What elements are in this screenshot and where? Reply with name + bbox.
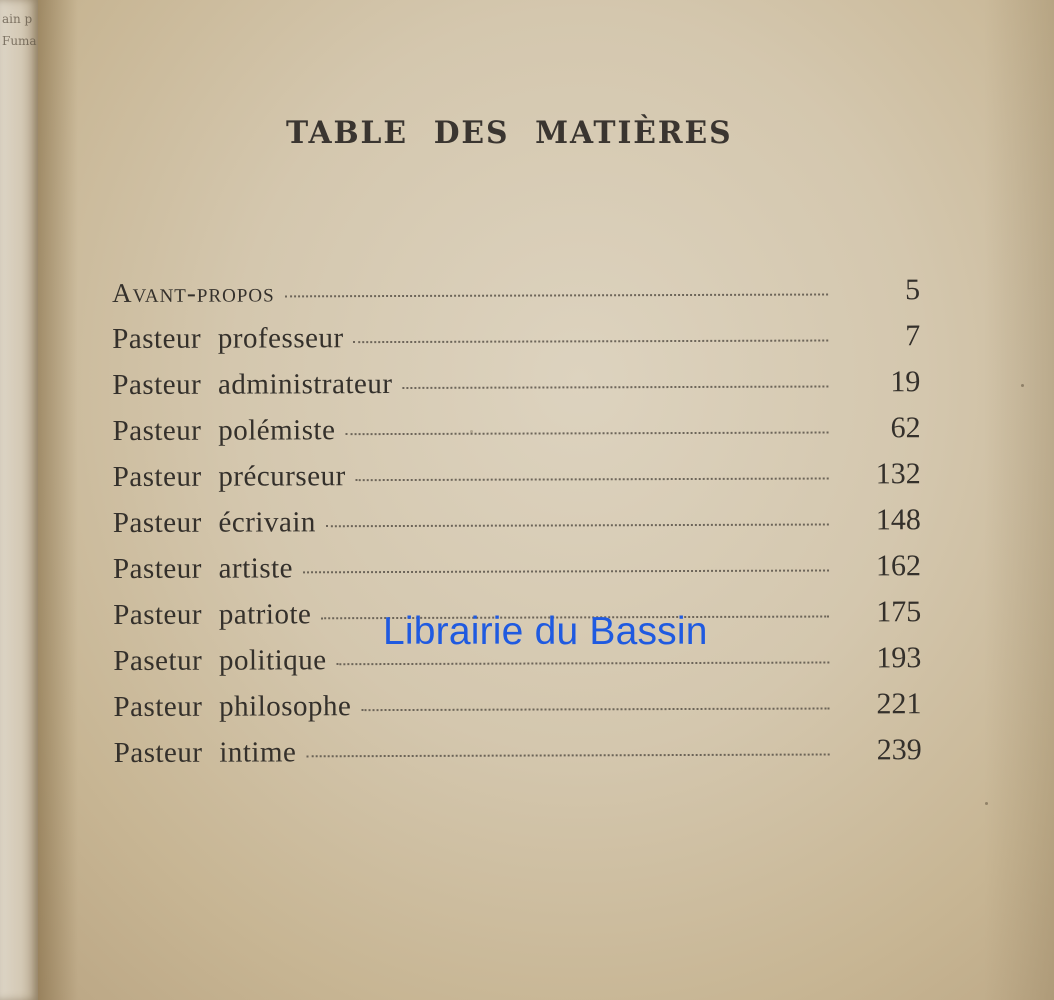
dot-leader <box>337 661 830 665</box>
dot-leader <box>326 523 829 527</box>
dot-leader <box>306 753 829 757</box>
toc-entry <box>112 365 920 414</box>
toc-entry <box>114 733 922 782</box>
toc-entry-label: Pasteur patriote <box>113 598 312 631</box>
toc-entry <box>112 319 920 368</box>
dot-leader <box>403 386 829 389</box>
toc-entry-page: 5 <box>904 273 921 307</box>
toc-entry-label: Pasteur écrivain <box>112 506 316 539</box>
previous-page-text: ain p Fuma <box>2 12 37 48</box>
toc-entry <box>112 273 920 322</box>
page-edge-shade <box>984 0 1054 1000</box>
dot-leader <box>354 340 829 344</box>
previous-page-edge <box>0 0 38 1000</box>
toc-entry-label: Pasteur artiste <box>112 552 294 585</box>
toc-entry-label: Pasteur précurseur <box>112 460 346 493</box>
page-title: TABLE DES MATIÈRES <box>286 114 733 151</box>
toc-entry-page: 7 <box>905 319 921 353</box>
dot-leader <box>361 707 829 711</box>
dot-leader <box>356 477 829 481</box>
toc-entry-label: Pasteur philosophe <box>113 690 352 723</box>
toc-entry-label: Pasteur administrateur <box>112 368 393 401</box>
gutter-shadow <box>38 0 78 1000</box>
paper-speck <box>1021 384 1024 387</box>
toc-entry-label: Pasteur polémiste <box>112 414 336 447</box>
toc-entry-page: 193 <box>876 641 922 675</box>
toc-entry-label: Pasteur intime <box>113 736 297 769</box>
dot-leader <box>285 294 828 298</box>
toc-entry-page: 239 <box>876 733 922 767</box>
toc-entry-label: Pasteur professeur <box>112 322 344 355</box>
toc-entry-label: Avant-propos <box>112 277 275 308</box>
toc-entry <box>113 549 921 598</box>
toc-entry-page: 62 <box>890 411 921 445</box>
toc-entry-label: Pasetur politique <box>113 644 327 677</box>
dot-leader <box>303 569 829 573</box>
toc-entry-page: 221 <box>876 687 922 721</box>
toc-entry-page: 162 <box>875 549 922 583</box>
toc-entry-page: 19 <box>890 365 921 399</box>
dot-leader <box>345 431 828 435</box>
toc-entry-page: 148 <box>875 503 921 537</box>
toc-entry-page: 132 <box>875 457 921 491</box>
table-of-contents <box>112 273 922 782</box>
toc-entry <box>113 503 921 552</box>
toc-entry <box>112 411 920 460</box>
toc-entry <box>113 687 921 736</box>
toc-entry-page: 175 <box>876 595 922 629</box>
toc-entry <box>113 457 921 506</box>
paper-speck <box>985 802 988 805</box>
paper-speck <box>470 430 473 433</box>
watermark-text: Librairie du Bassin <box>383 610 708 653</box>
